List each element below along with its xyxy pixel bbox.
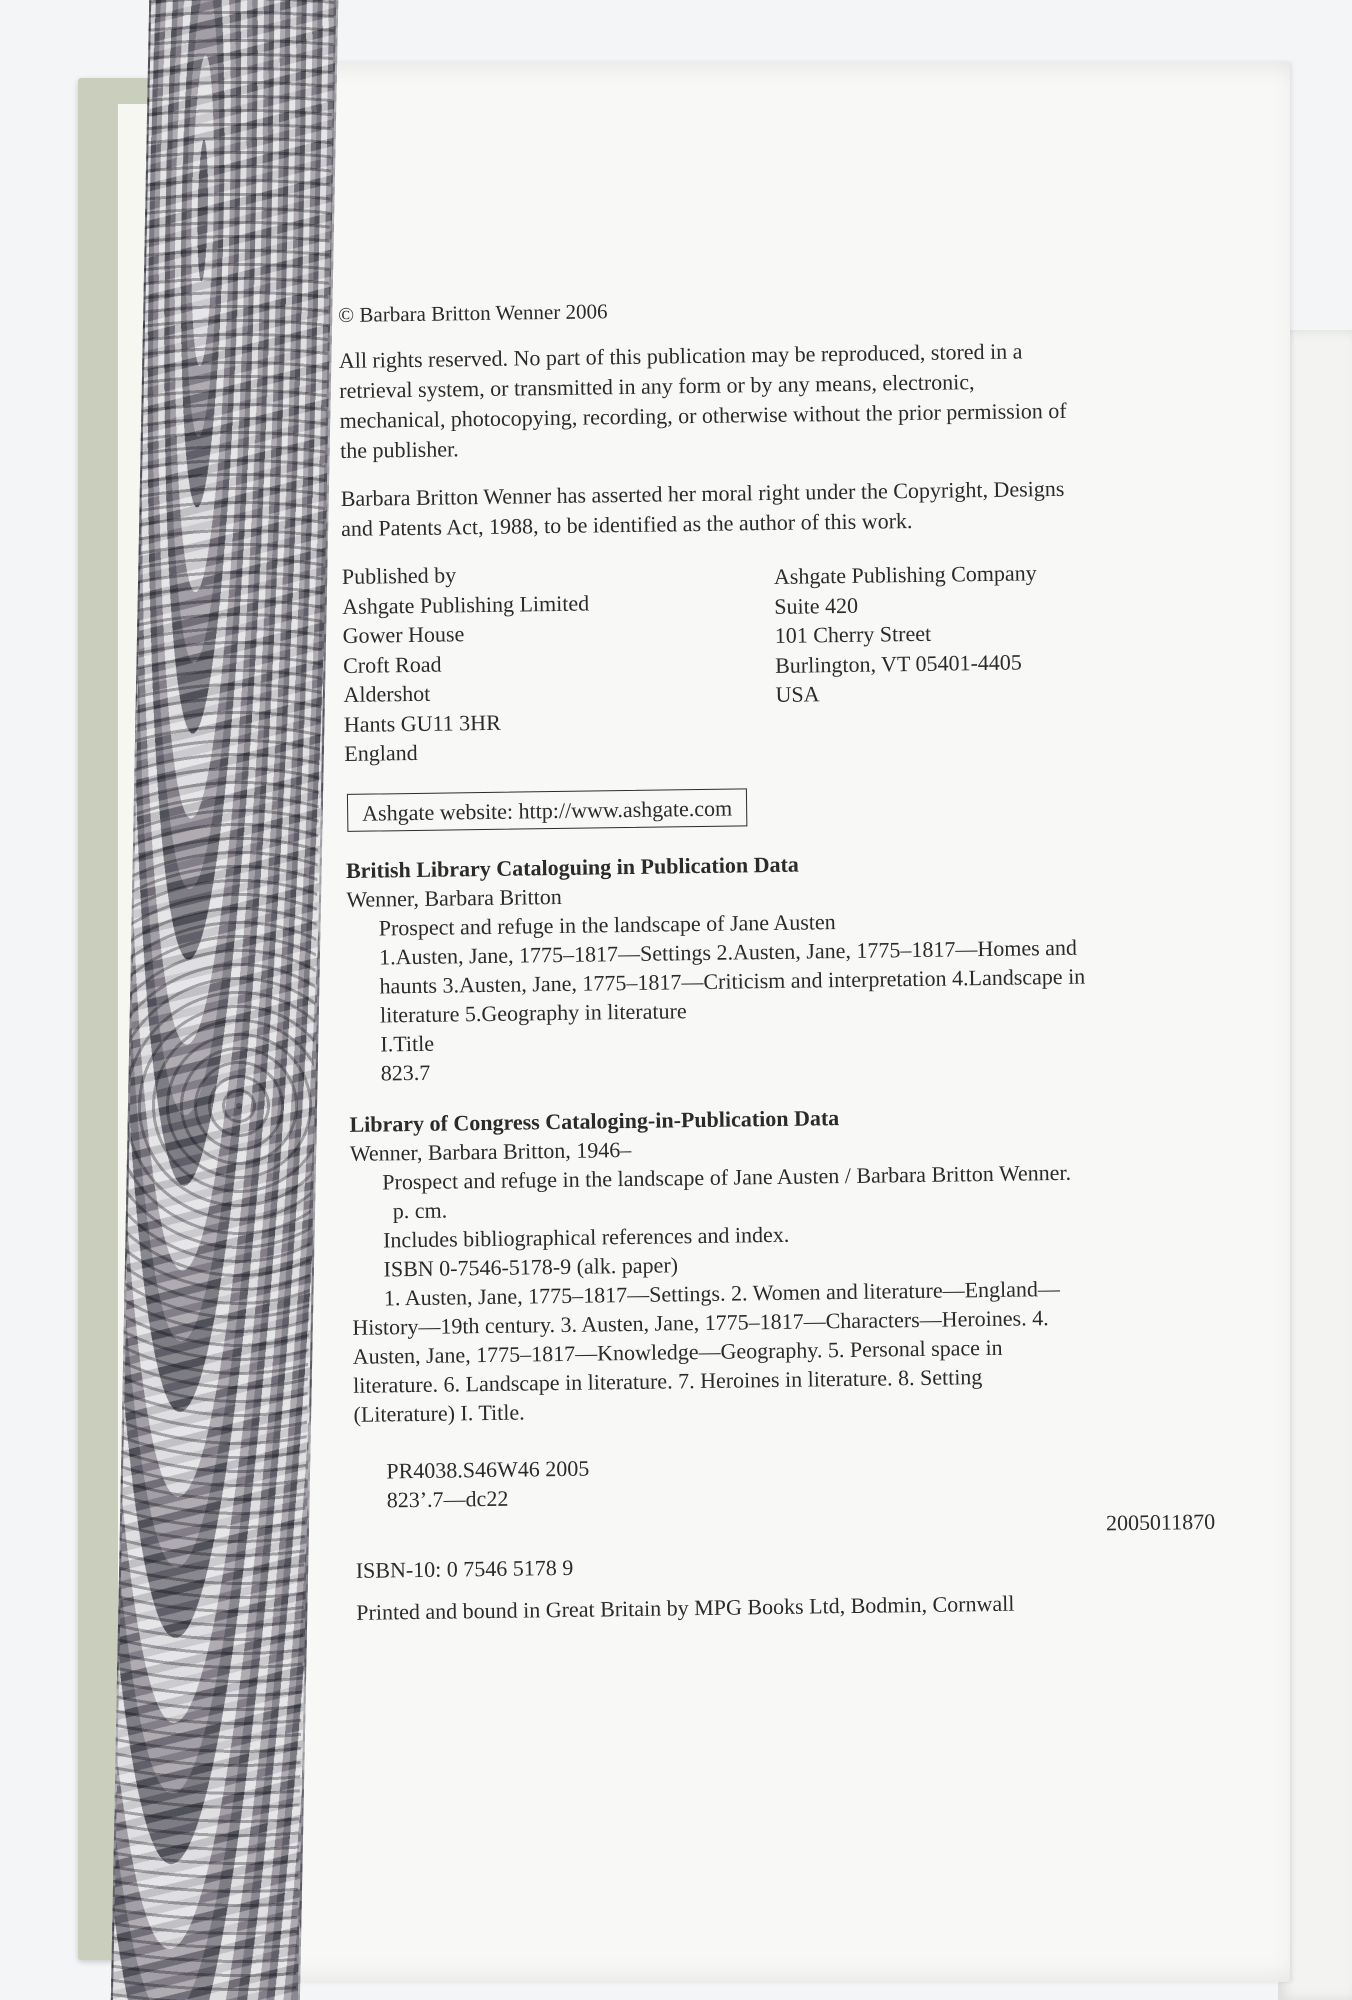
rights-line: the publisher. [339, 436, 459, 463]
cip-title-entry: I.Title [380, 1030, 435, 1057]
cip-subject-line: literature. 6. Landscape in literature. 7. Heroines in literature. 8. Setting [352, 1364, 983, 1398]
cip-subject-line: 1.Austen, Jane, 1775–1817—Settings 2.Austen, Jane, 1775–1817—Homes and [379, 934, 1078, 970]
address-line: England [344, 739, 418, 766]
cip-includes: Includes bibliographical references and index. [382, 1221, 790, 1253]
cip-classification: 823.7 [380, 1059, 431, 1086]
cip-dewey: 823’.7—dc22 [386, 1485, 509, 1513]
library-of-congress-cip [349, 1097, 1255, 1548]
cip-subject-line: literature 5.Geography in literature [379, 998, 687, 1028]
moral-right-line: Barbara Britton Wenner has asserted her moral right under the Copyright, Designs [340, 475, 1065, 511]
rights-line: All rights reserved. No part of this publication may be reproduced, stored in a [338, 338, 1023, 373]
cip-subject-line: (Literature) I. Title. [353, 1399, 525, 1427]
rights-paragraph [339, 333, 1241, 466]
cip-subject-line: History—19th century. 3. Austen, Jane, 1775–1817—Characters—Heroines. 4. [352, 1305, 1049, 1340]
cip-subject-line: haunts 3.Austen, Jane, 1775–1817—Criticism and interpretation 4.Landscape in [379, 963, 1086, 999]
cip-call-number: PR4038.S46W46 2005 [386, 1455, 590, 1484]
address-line: Gower House [342, 621, 465, 648]
british-library-cip [346, 843, 1249, 1088]
isbn-10: ISBN-10: 0 7546 5178 9 [355, 1554, 574, 1583]
address-line: Aldershot [343, 680, 431, 707]
cip-title: Prospect and refuge in the landscape of Jane Austen / Barbara Britton Wenner. [382, 1159, 1072, 1195]
rights-line: mechanical, photocopying, recording, or otherwise without the prior permission of [339, 397, 1067, 433]
address-line: Ashgate Publishing Company [773, 560, 1037, 589]
lc-control-number: 2005011870 [1105, 1508, 1216, 1536]
address-line: Suite 420 [774, 592, 859, 619]
copyright-line: © Barbara Britton Wenner 2006 [338, 299, 608, 327]
section-heading: British Library Cataloguing in Publication Data [345, 851, 799, 883]
marbled-spine-pattern [110, 0, 335, 2000]
address-line: 101 Cherry Street [774, 620, 932, 648]
address-line: Hants GU11 3HR [343, 709, 501, 737]
address-line: Published by [341, 562, 457, 589]
moral-right-paragraph [341, 471, 1242, 544]
address-line: Croft Road [342, 651, 442, 678]
cip-subject-line: 1. Austen, Jane, 1775–1817—Settings. 2. Women and literature—England— [383, 1276, 1061, 1311]
cip-isbn: ISBN 0-7546-5178-9 (alk. paper) [383, 1252, 679, 1282]
address-line: USA [775, 681, 820, 707]
cip-pages: p. cm. [392, 1197, 448, 1224]
rights-line: retrieval system, or transmitted in any form or by any means, electronic, [339, 369, 975, 403]
address-line: Ashgate Publishing Limited [342, 590, 590, 619]
section-heading: Library of Congress Cataloging-in-Publication Data [349, 1105, 840, 1137]
cip-author: Wenner, Barbara Britton [346, 883, 562, 912]
cip-title: Prospect and refuge in the landscape of Jane Austen [378, 909, 836, 941]
publisher-us-address [774, 558, 1039, 709]
printer-line: Printed and bound in Great Britain by MPG Books Ltd, Bodmin, Cornwall [356, 1590, 1015, 1625]
cip-author: Wenner, Barbara Britton, 1946– [349, 1136, 632, 1166]
copyright-text-block [338, 287, 1256, 1627]
website-box: Ashgate website: http://www.ashgate.com [347, 788, 748, 832]
publisher-uk-address [342, 559, 592, 769]
publisher-addresses [342, 549, 1245, 778]
cip-subject-line: Austen, Jane, 1775–1817—Knowledge—Geography. 5. Personal space in [352, 1334, 1003, 1369]
moral-right-line: and Patents Act, 1988, to be identified as the author of this work. [341, 508, 913, 541]
address-line: Burlington, VT 05401-4405 [774, 648, 1022, 678]
